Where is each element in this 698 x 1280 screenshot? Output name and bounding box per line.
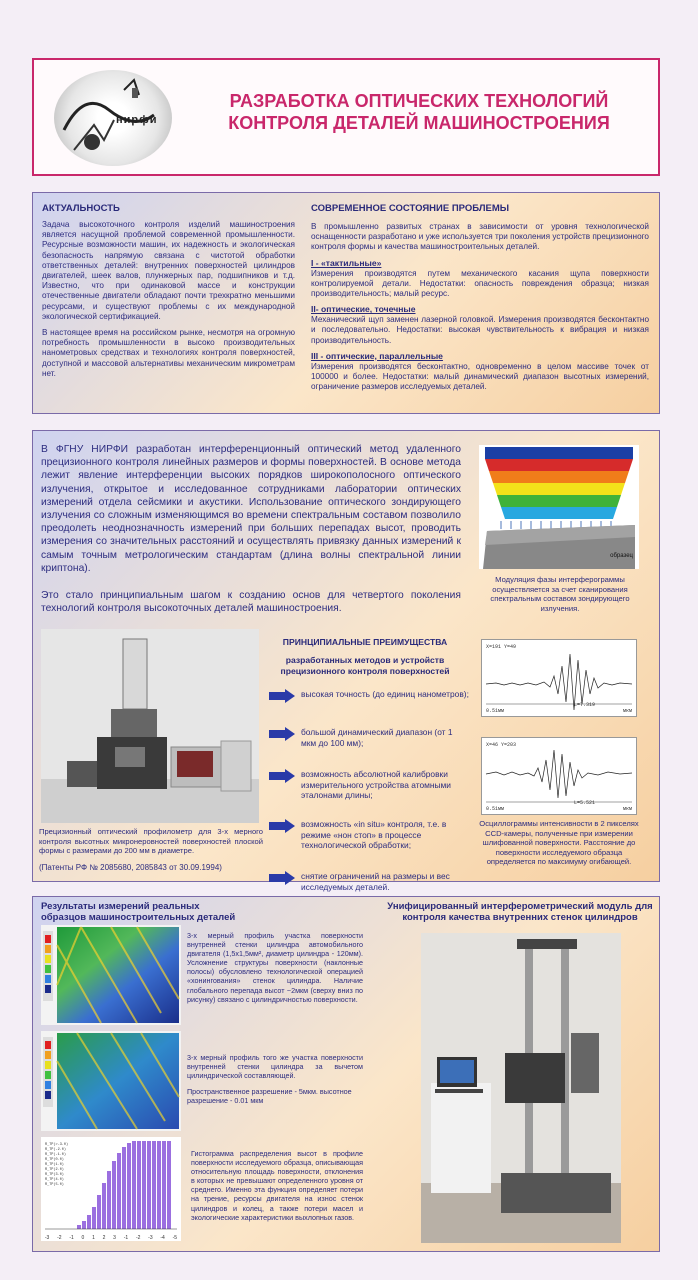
advantages-list [269,689,469,900]
method-section [32,430,660,892]
logo-text: нирфи [116,114,158,126]
oscillogram-caption: Осциллограммы интенсивности в 2 пикселях CCD-камеры, полученные при измерении шлифованной поверхности. Расстояние до поверхности исследуемого образца определяется по максимуму огибающей. [479,819,639,866]
relevance-section [32,192,660,414]
advantage-item: большой динамический диапазон (от 1 мкм до 100 мм); [269,727,469,761]
relevance-heading: АКТУАЛЬНОСТЬ [42,203,120,214]
advantages-header [265,637,465,677]
patents-note: (Патенты РФ № 2085680, 2085843 от 30.09.1994) [39,863,222,872]
cylinder-module-photo [421,933,621,1243]
relevance-paragraph-1: Задача высокоточного контроля изделий машиностроения является насущной проблемой современной промышленности. Ресурсные возможности машин, их надежность и экологическая безопасность напрямую связана с чистотой обработки ответственных деталей: внутренних поверхностей цилиндров двигателей, шеек валов, плунжерных пар, подшипников и т.д. Известно, что при одинаковой массе и конструкции отечественные двигатели обладают почти трехкратно меньшими ресурсами, и существуют проблемы с их международной экологической сертификацией. [42,220,295,321]
oscillogram-1-distance: L=7.319 [574,702,596,708]
profile-1-description: 3-х мерный профиль участка поверхности внутренней стенки цилиндра автомобильного двигателя (1,5х1,5мм², диаметр цилиндра - 120мм). Усложнение структуры поверхности (наклонные полосы) обусловлено технологической операцией «хонингования» стенок цилиндра. Наличие глобального перепада высот ~2мкм (сверху вниз по рисунку) связано с цилиндричностью поверхности. [187,931,363,1004]
oscillogram-1 [481,639,637,717]
generation-2-title: II- оптические, точечные [311,304,416,315]
results-heading: Результаты измерений реальных образцов машиностроительных деталей [41,901,236,923]
header-panel [32,58,660,176]
spectral-layers-graphic [479,445,639,569]
oscillogram-1-unit: мкм [622,708,632,714]
histogram-description: Гистограмма распределения высот в профиле поверхности исследуемого образца, описывающая относительную площадь поверхности, отклонения в которых не превышают определенного уровня от среднего. Именно эта функция определяет потери на трение, ресурсы двигателя на износ стенок цилиндров и колец, а также потери масел и экологические характеристики выхлопных газов. [191,1149,363,1222]
advantages-heading: ПРИНЦИПИАЛЬНЫЕ ПРЕИМУЩЕСТВА [282,637,448,647]
oscillogram-1-coords: X=191 Y=49 [486,644,517,650]
surface-profile-2-graphic [41,1031,181,1131]
profilometer-photo [41,629,259,823]
oscillogram-2-scale: 0.51мм [486,806,505,812]
oscillogram-2-unit: мкм [622,806,632,812]
generation-3-title: III - оптические, параллельные [311,350,443,361]
advantage-item: возможность «in situ» контроля, т.е. в режиме «нон стоп» в процессе технологической обработки; [269,819,469,863]
generation-1-title: I - «тактильные» [311,257,382,268]
page-title: РАЗРАБОТКА ОПТИЧЕСКИХ ТЕХНОЛОГИЙ КОНТРОЛЯ ДЕТАЛЕЙ МАШИНОСТРОЕНИЯ [228,91,610,133]
relevance-paragraph-2: В настоящее время на российском рынке, несмотря на огромную потребность промышленности в высоко производительных нанометровых средствах и технологиях контроля поверхностей, доступной и массовой альтернативы механическим микрометрам нет. [42,328,295,378]
svg-text:R_TP(5.0): R_TP(5.0) [45,1183,64,1187]
svg-text:R_TP(3.0): R_TP(3.0) [45,1173,64,1177]
surface-profile-2 [41,1031,181,1131]
module-heading: Унифицированный интерферометрический модуль для контроля качества внутренних стенок цилиндров [387,901,653,923]
surface-profile-1-graphic [41,925,181,1025]
svg-text:R_TP(0.0): R_TP(0.0) [45,1158,64,1162]
method-paragraph-2: Это стало принципиальным шагом к созданию основ для четвертого поколения технологий контроля высокоточных деталей машиностроения. [41,590,461,615]
histogram-axis: -3 -2 -1 0 1 2 3 -1 -2 -3 -4 -5 [44,1235,178,1241]
profilometer-caption: Прецизионный оптический профилометр для 3-х мерного контроля высотных микронеровностей поверхностей плоской формы с размерами до 200 мм в диаметре. [39,827,263,855]
advantages-subheading: разработанных методов и устройств прецизионного контроля поверхностей [280,655,450,676]
relevance-column [42,203,295,379]
diagram-caption: Модуляция фазы интерферограммы осуществляется за счет сканирования спектральным составом зондирующего излучения. [490,575,630,613]
oscillogram-1-scale: 0.51мм [486,708,505,714]
arrow-right-icon [269,727,295,741]
height-histogram-graphic [41,1137,181,1241]
generation-3-text: Измерения производятся бесконтактно, одновременно в целом массиве точек от 100000 и более. Недостатки: малый динамический диапазон высотных измерений, ограничение размеров исследуемых деталей. [311,361,649,392]
generation-2-text: Механический щуп заменен лазерной головкой. Измерения производятся бесконтактно и последовательно. Недостатки: высокая чувствительность к вибрация и низкая производительность. [311,315,649,345]
profilometer-graphic [41,629,259,823]
advantage-item: возможность абсолютной калибровки измерительного устройства атомными эталонами длины; [269,769,469,811]
sample-label: образец [610,553,633,559]
oscillogram-2-trace [482,738,636,814]
arrow-right-icon [269,769,295,783]
surface-profile-1 [41,925,181,1025]
oscillogram-2 [481,737,637,815]
results-section [32,896,660,1252]
advantage-item: снятие ограничений на размеры и вес исследуемых деталей. [269,871,469,892]
oscillogram-2-distance: L=5.521 [574,800,596,806]
svg-text:R_TP(4.0): R_TP(4.0) [45,1178,64,1182]
method-paragraph-1: В ФГНУ НИРФИ разработан интерференционный оптический метод удаленного прецизионного контроля линейных размеров и формы поверхностей. В основе метода лежит явление интерференции высоких порядков широкополосного оптического излучения, открытое и исследованное сотрудниками лаборатории оптических измерений отдела сейсмики и акустики. Использование оптического зондирующего излучения со сложным изменяющимся во времени спектральным составом позволило преодолеть неоднозначность измерений при больших перепадах высот, проводить измерения со значительных расстояний и осуществлять привязку данных измерений к самым точным метрологическим стандартам (длина волны спектральной линии криптона). [41,444,461,574]
arrow-right-icon [269,819,295,833]
oscillogram-2-coords: X=46 Y=203 [486,742,517,748]
svg-text:R_TP(-1.0): R_TP(-1.0) [45,1153,67,1157]
height-histogram [41,1137,181,1241]
spectral-scan-diagram [479,445,639,569]
oscillogram-1-trace [482,640,636,716]
method-text [41,443,461,615]
svg-text:R_TP(1.0): R_TP(1.0) [45,1163,64,1167]
profile-2-description: 3-х мерный профиль того же участка поверхности внутренней стенки цилиндра за вычетом цилиндрической составляющей. [187,1053,363,1081]
arrow-right-icon [269,689,295,703]
nirfi-logo [54,70,172,166]
resolution-note: Пространственное разрешение - 5мкм. высотное разрешение - 0.01 мкм [187,1087,352,1106]
svg-text:R_TP(-2.0): R_TP(-2.0) [45,1148,67,1152]
state-heading: СОВРЕМЕННОЕ СОСТОЯНИЕ ПРОБЛЕМЫ [311,203,510,214]
svg-text:R_TP(>-3.0): R_TP(>-3.0) [45,1143,69,1147]
advantage-item: высокая точность (до единиц нанометров); [269,689,469,719]
cylinder-module-graphic [421,933,621,1243]
state-column [311,203,649,392]
arrow-right-icon [269,871,295,885]
svg-text:R_TP(2.0): R_TP(2.0) [45,1168,64,1172]
generation-1-text: Измерения производятся путем механического касания щупа поверхности контролируемой детали. Недостатки: опасность повреждения образца; низкая производительность; малый ресурс. [311,268,649,299]
state-intro: В промышленно развитых странах в зависимости от уровня технологической оснащенности разработано и уже используется три поколения устройств прецизионного контроля формы и качества машиностроительных деталей. [311,222,649,252]
